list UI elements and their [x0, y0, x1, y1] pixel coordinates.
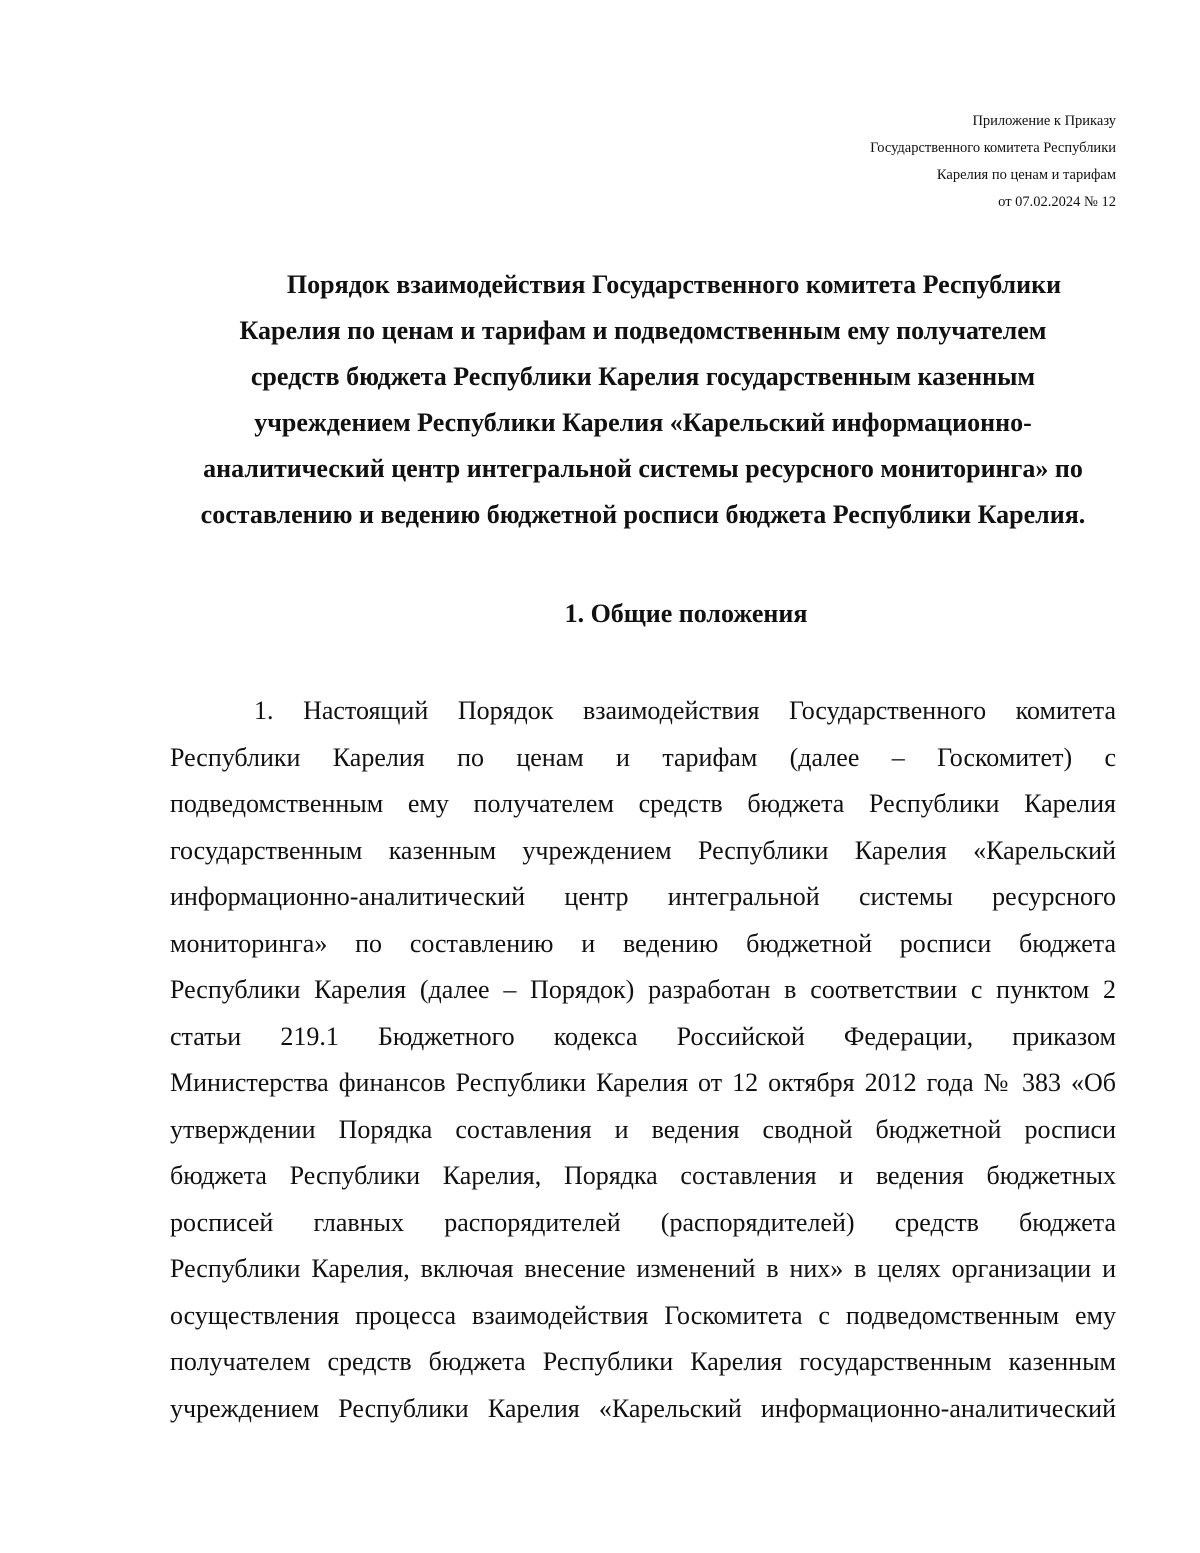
- document-title: [150, 262, 1136, 538]
- paragraph-line: статьи 219.1 Бюджетного кодекса Российской Федерации, приказом: [170, 1021, 1116, 1051]
- appendix-header-line: Приложение к Приказу: [972, 113, 1116, 129]
- document-title-line: средств бюджета Республики Карелия государственным казенным: [250, 362, 1036, 391]
- paragraph-line: государственным казенным учреждением Республики Карелия «Карельский: [170, 835, 1116, 865]
- section-heading: 1. Общие положения: [564, 599, 808, 628]
- paragraph-line: получателем средств бюджета Республики Карелия государственным казенным: [170, 1347, 1116, 1376]
- paragraph-line: подведомственным ему получателем средств бюджета Республики Карелия: [170, 789, 1116, 818]
- paragraph-line: Республики Карелия по ценам и тарифам (далее – Госкомитет) с: [170, 742, 1116, 772]
- document-title-line: Карелия по ценам и тарифам и подведомственным ему получателем: [239, 316, 1047, 345]
- paragraph-line: утверждении Порядка составления и ведения сводной бюджетной росписи: [170, 1114, 1116, 1144]
- paragraph-line: 1. Настоящий Порядок взаимодействия Государственного комитета: [254, 696, 1116, 725]
- document-title-line: Порядок взаимодействия Государственного комитета Республики: [286, 270, 1062, 299]
- paragraph-line: Министерства финансов Республики Карелия от 12 октября 2012 года № 383 «Об: [170, 1068, 1116, 1097]
- paragraph-line: мониторинга» по составлению и ведению бюджетной росписи бюджета: [170, 928, 1116, 958]
- body-paragraph: [170, 688, 1116, 1432]
- paragraph-line: учреждением Республики Карелия «Карельский информационно-аналитический: [170, 1393, 1116, 1423]
- document-title-line: учреждением Республики Карелия «Карельский информационно-: [254, 408, 1032, 437]
- paragraph-line: осуществления процесса взаимодействия Госкомитета с подведомственным ему: [170, 1300, 1116, 1330]
- paragraph-line: росписей главных распорядителей (распорядителей) средств бюджета: [170, 1207, 1116, 1237]
- document-title-line: составлению и ведению бюджетной росписи бюджета Республики Карелия.: [200, 500, 1086, 529]
- paragraph-line: Республики Карелия, включая внесение изменений в них» в целях организации и: [170, 1254, 1116, 1283]
- appendix-order-date-number: от 07.02.2024 № 12: [998, 194, 1116, 210]
- appendix-header-line: Карелия по ценам и тарифам: [936, 167, 1116, 183]
- document-title-line: аналитический центр интегральной системы ресурсного мониторинга» по: [203, 454, 1083, 483]
- paragraph-line: бюджета Республики Карелия, Порядка составления и ведения бюджетных: [170, 1161, 1116, 1190]
- appendix-header-line: Государственного комитета Республики: [870, 140, 1116, 156]
- paragraph-line: Республики Карелия (далее – Порядок) разработан в соответствии с пунктом 2: [170, 975, 1116, 1004]
- appendix-header: [870, 108, 1116, 216]
- paragraph-line: информационно-аналитический центр интегральной системы ресурсного: [170, 882, 1116, 911]
